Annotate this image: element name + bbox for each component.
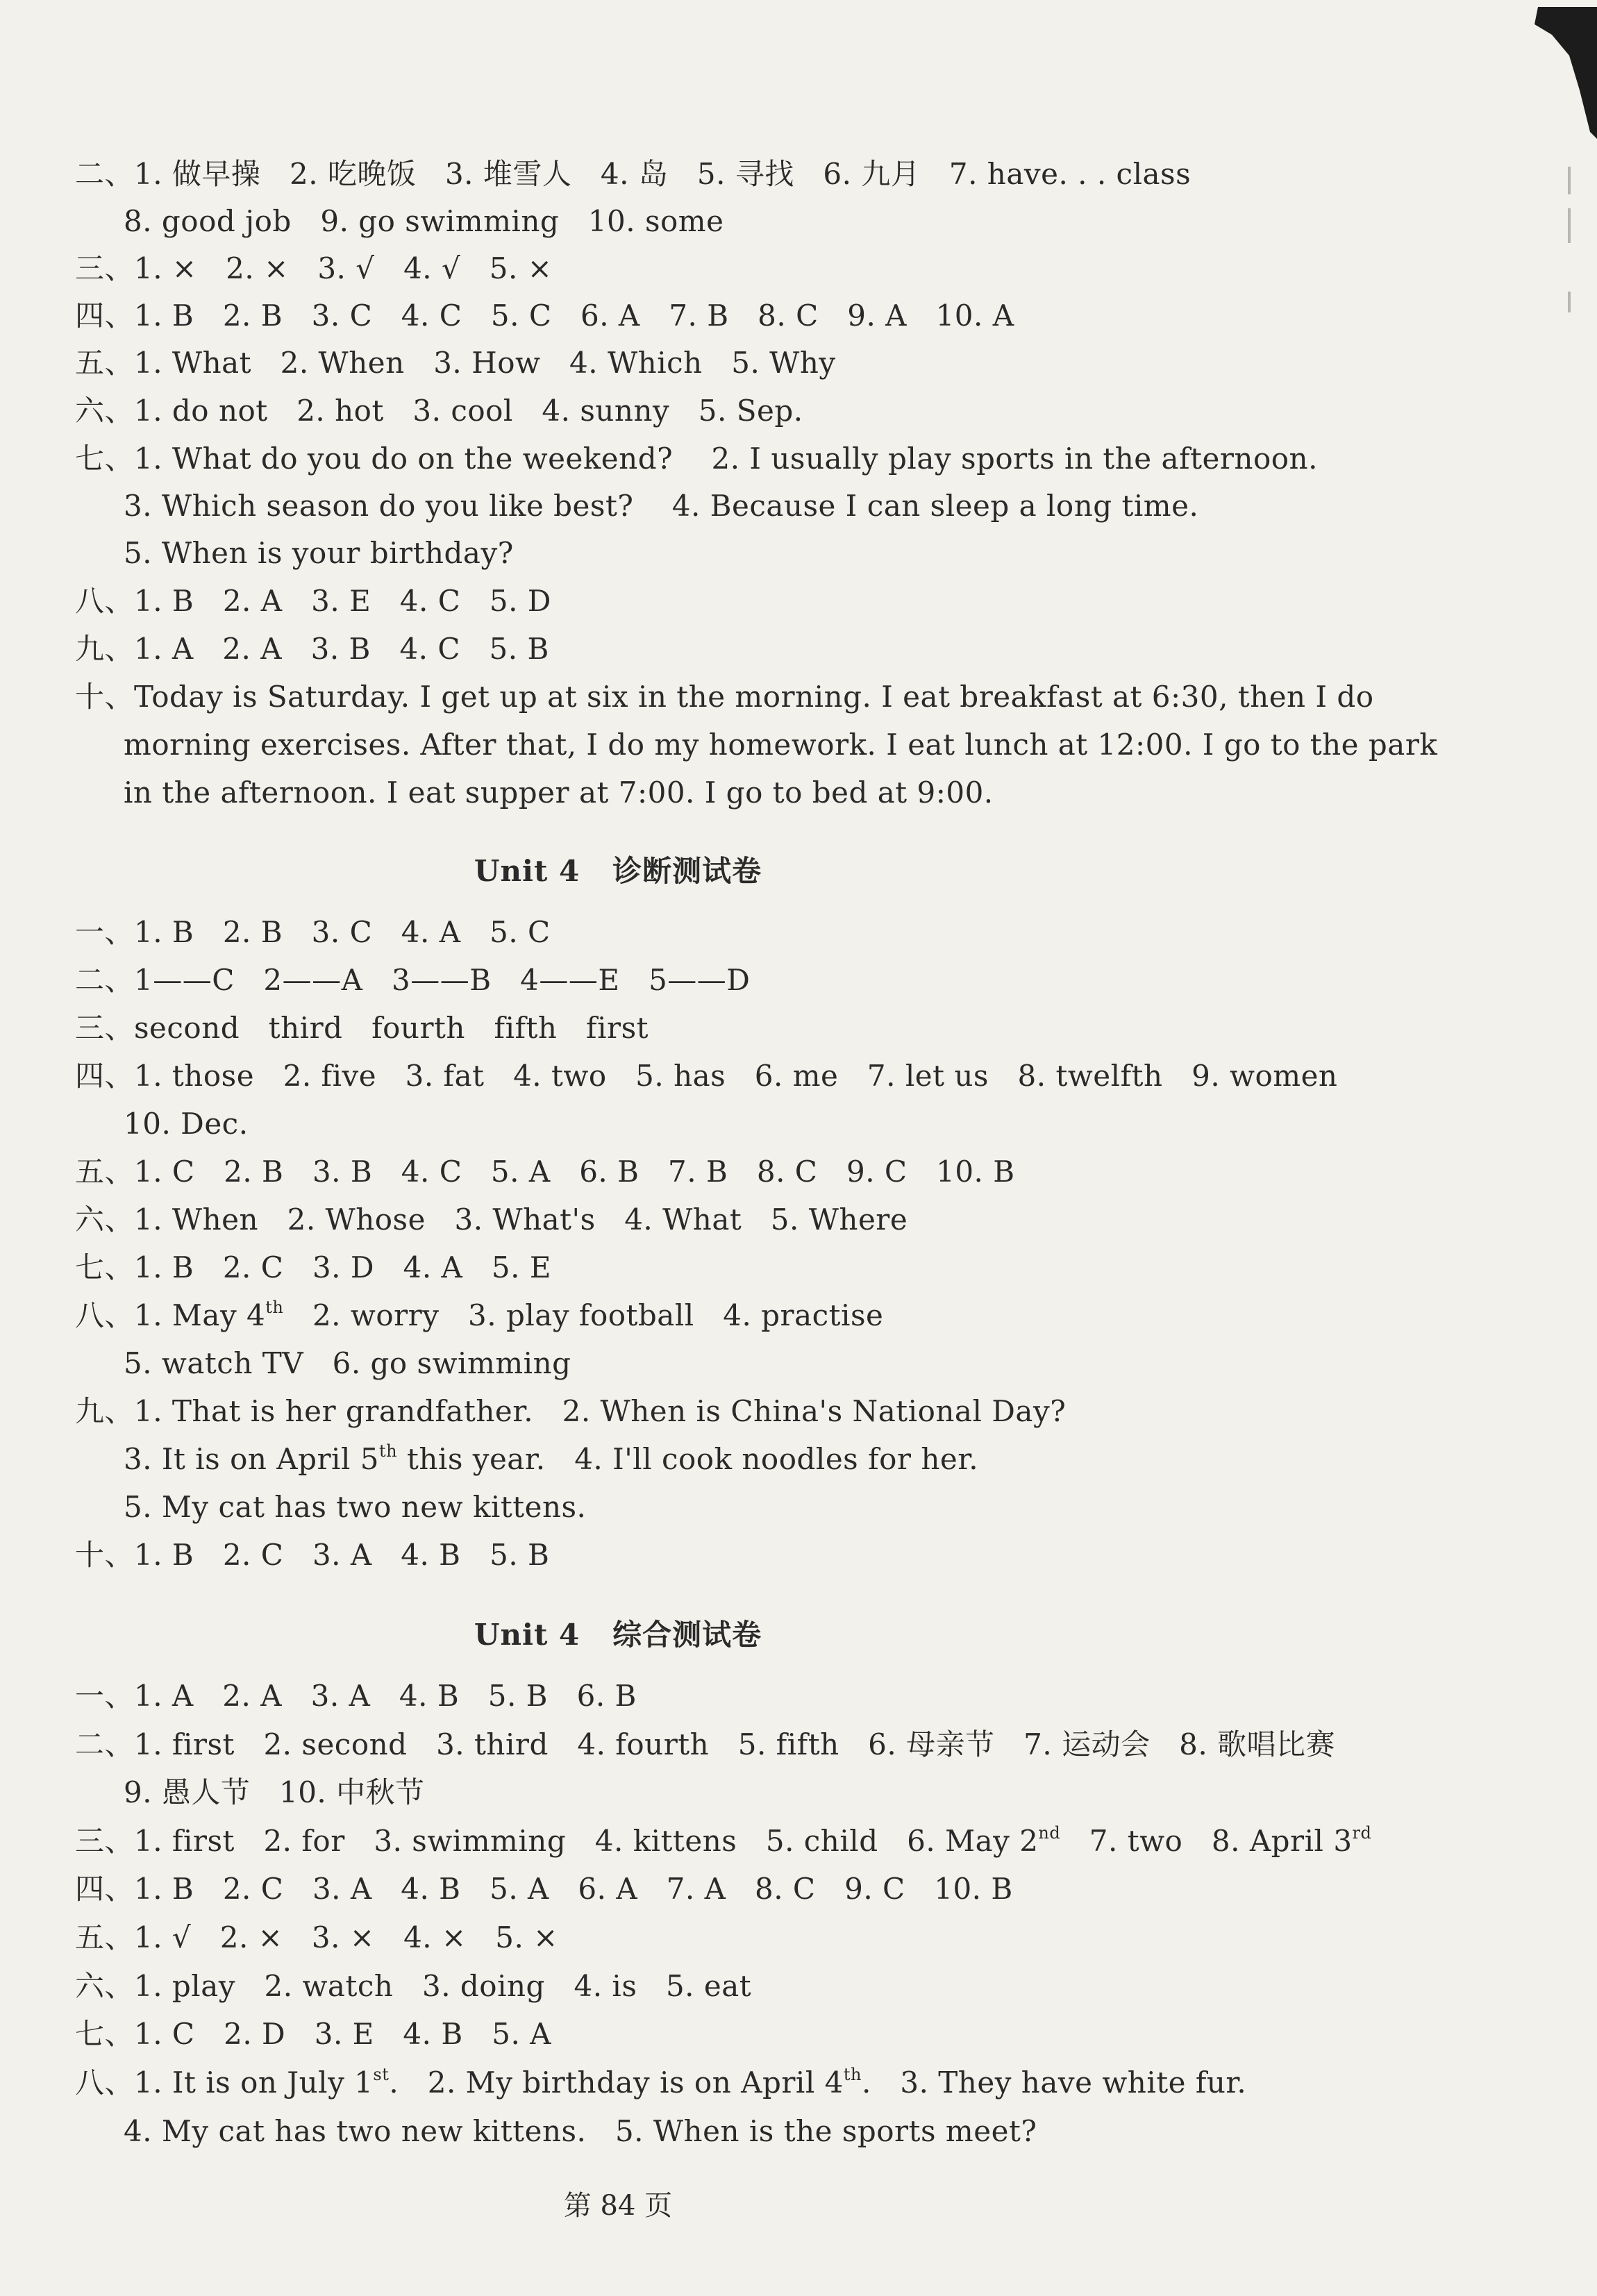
scan-edge-mark — [1568, 292, 1571, 312]
answer-text: 9. 愚人节 10. 中秋节 — [124, 1775, 425, 1809]
answer-text: in the afternoon. I eat supper at 7:00. I go to bed at 9:00. — [124, 776, 994, 810]
answer-line — [75, 632, 549, 666]
answer-text: 2. worry 3. play football 4. practise — [283, 1298, 884, 1332]
ordinal-suffix: th — [379, 1441, 398, 1461]
answer-text: 三、1. × 2. × 3. √ 4. √ 5. × — [75, 251, 553, 285]
answer-line — [75, 1679, 637, 1713]
ordinal-suffix: st — [373, 2065, 390, 2084]
answer-line — [75, 1157, 1015, 1187]
answer-text: 八、1. It is on July 1 — [75, 2065, 374, 2100]
page-number: 第 84 页 — [563, 2190, 673, 2222]
answer-line — [124, 2114, 1037, 2148]
answer-text: 7. two 8. April 3 — [1060, 1824, 1353, 1858]
answer-text: 九、1. That is her grandfather. 2. When is China's National Day? — [75, 1394, 1067, 1428]
answer-text: 8. good job 9. go swimming 10. some — [124, 204, 724, 238]
answer-line — [124, 536, 514, 570]
answer-line — [75, 444, 1318, 474]
answer-text: 一、1. A 2. A 3. A 4. B 5. B 6. B — [75, 1679, 637, 1713]
answer-text: 七、1. B 2. C 3. D 4. A 5. E — [75, 1250, 551, 1284]
answer-text: 八、1. May 4 — [75, 1298, 266, 1332]
answer-text: 六、1. When 2. Whose 3. What's 4. What 5. Where — [75, 1203, 908, 1237]
answer-line — [75, 1394, 1067, 1428]
answer-line — [124, 1490, 587, 1524]
answer-text: 七、1. C 2. D 3. E 4. B 5. A — [75, 2017, 551, 2051]
answer-text: 二、1. 做早操 2. 吃晚饭 3. 堆雪人 4. 岛 5. 寻找 6. 九月 7. have. . . class — [75, 157, 1192, 191]
answer-text: 三、1. first 2. for 3. swimming 4. kittens 5. child 6. May 2 — [75, 1824, 1039, 1858]
ordinal-suffix: rd — [1352, 1823, 1372, 1843]
answer-line — [124, 776, 994, 810]
section-heading-comprehensive: Unit 4 综合测试卷 — [474, 1618, 762, 1652]
answer-line — [75, 2065, 1247, 2100]
answer-text: 十、1. B 2. C 3. A 4. B 5. B — [75, 1538, 550, 1572]
section-heading-diagnostic: Unit 4 诊断测试卷 — [474, 854, 762, 888]
answer-text: 3. It is on April 5 — [124, 1442, 379, 1476]
answer-text: 六、1. play 2. watch 3. doing 4. is 5. eat — [75, 1969, 752, 2003]
answer-line — [124, 204, 724, 238]
answer-line — [75, 1011, 649, 1045]
answer-line — [75, 1920, 558, 1954]
answer-text: 二、1. first 2. second 3. third 4. fourth 5. fifth 6. 母亲节 7. 运动会 8. 歌唱比赛 — [75, 1727, 1336, 1761]
answer-text: 5. watch TV 6. go swimming — [124, 1346, 571, 1380]
answer-line — [75, 157, 1192, 191]
answer-text: . 2. My birthday is on April 4 — [389, 2065, 844, 2100]
answer-line — [75, 299, 1014, 333]
answer-text: 六、1. do not 2. hot 3. cool 4. sunny 5. Sep. — [75, 394, 803, 428]
answer-text: morning exercises. After that, I do my homework. I eat lunch at 12:00. I go to the park — [124, 728, 1438, 762]
answer-text: 九、1. A 2. A 3. B 4. C 5. B — [75, 632, 549, 666]
answer-text: 八、1. B 2. A 3. E 4. C 5. D — [75, 584, 551, 618]
answer-text: 一、1. B 2. B 3. C 4. A 5. C — [75, 915, 551, 949]
answer-line — [75, 396, 803, 426]
answer-line — [124, 730, 1437, 760]
answer-line — [75, 584, 551, 618]
answer-text: 七、1. What do you do on the weekend? 2. I usually play sports in the afternoon. — [75, 442, 1318, 476]
answer-text: 二、1——C 2——A 3——B 4——E 5——D — [75, 963, 751, 997]
answer-line — [75, 963, 751, 997]
answer-line — [75, 251, 553, 285]
answer-line — [75, 1250, 551, 1284]
answer-line — [75, 1538, 550, 1572]
answer-line — [75, 1823, 1372, 1858]
answer-text: 四、1. those 2. five 3. fat 4. two 5. has 6. me 7. let us 8. twelfth 9. women — [75, 1059, 1338, 1093]
answer-text: 4. My cat has two new kittens. 5. When is the sports meet? — [124, 2114, 1037, 2148]
answer-text: 四、1. B 2. C 3. A 4. B 5. A 6. A 7. A 8. C 9. C 10. B — [75, 1872, 1013, 1906]
answer-line — [75, 682, 1374, 712]
answer-line — [75, 1727, 1336, 1761]
answer-line — [75, 1298, 884, 1332]
answer-line — [75, 2017, 551, 2051]
answer-text: 5. When is your birthday? — [124, 536, 514, 570]
ordinal-suffix: th — [843, 2065, 862, 2084]
answer-line — [75, 915, 551, 949]
answer-text: 三、second third fourth fifth first — [75, 1011, 649, 1045]
answer-line — [124, 1775, 425, 1809]
answer-line — [124, 1441, 979, 1476]
answer-text: 3. Which season do you like best? 4. Because I can sleep a long time. — [124, 489, 1199, 523]
answer-text: . 3. They have white fur. — [861, 2065, 1247, 2100]
answer-line — [75, 1203, 908, 1237]
scan-edge-mark — [1568, 167, 1571, 194]
answer-line — [75, 346, 836, 380]
answer-text: this year. 4. I'll cook noodles for her. — [397, 1442, 979, 1476]
answer-line — [75, 1969, 752, 2003]
answer-line — [124, 1109, 249, 1139]
answer-line — [124, 1346, 571, 1380]
answer-text: 5. My cat has two new kittens. — [124, 1490, 587, 1524]
ordinal-suffix: nd — [1038, 1823, 1061, 1843]
answer-line — [75, 1059, 1338, 1093]
ordinal-suffix: th — [265, 1298, 284, 1317]
scan-edge-mark — [1568, 208, 1571, 243]
answer-line — [75, 1872, 1013, 1906]
answer-text: 10. Dec. — [124, 1107, 249, 1141]
answer-line — [124, 489, 1199, 523]
answer-text: 四、1. B 2. B 3. C 4. C 5. C 6. A 7. B 8. C 9. A 10. A — [75, 299, 1014, 333]
scan-edge-shadow — [1531, 7, 1597, 139]
answer-text: 十、Today is Saturday. I get up at six in the morning. I eat breakfast at 6:30, then I do — [75, 680, 1374, 714]
answer-text: 五、1. C 2. B 3. B 4. C 5. A 6. B 7. B 8. C 9. C 10. B — [75, 1155, 1015, 1189]
answer-text: 五、1. What 2. When 3. How 4. Which 5. Why — [75, 346, 836, 380]
answer-text: 五、1. √ 2. × 3. × 4. × 5. × — [75, 1920, 558, 1954]
